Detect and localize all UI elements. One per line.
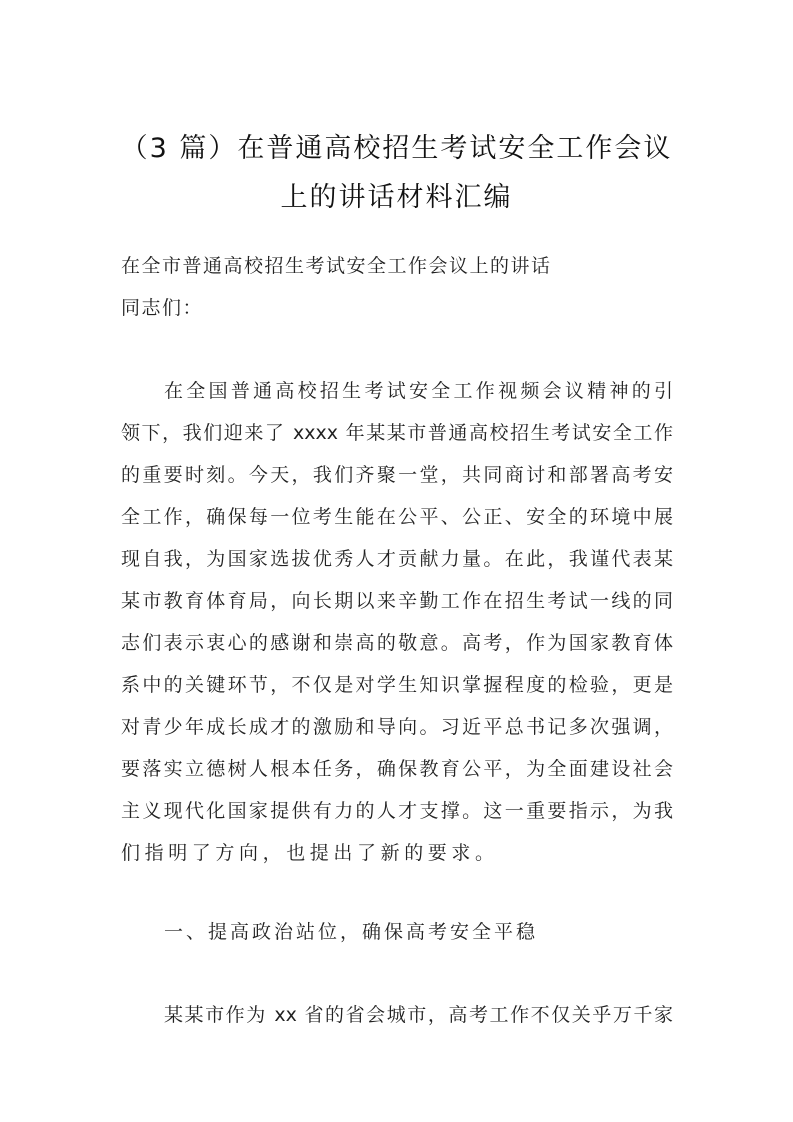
paragraph-line: 全工作，确保每一位考生能在公平、公正、安全的环境中展 bbox=[121, 506, 673, 528]
document-title-line-2: 上的讲话材料汇编 bbox=[280, 182, 513, 213]
document-title-line-1: （3 篇）在普通高校招生考试安全工作会议 bbox=[120, 133, 673, 164]
section-1-heading: 一、提高政治站位，确保高考安全平稳 bbox=[164, 921, 539, 943]
paragraph-line: 在全国普通高校招生考试安全工作视频会议精神的引 bbox=[164, 380, 673, 402]
speech-subtitle: 在全市普通高校招生考试安全工作会议上的讲话 bbox=[121, 255, 552, 277]
paragraph-line: 的重要时刻。今天，我们齐聚一堂，共同商讨和部署高考安 bbox=[121, 464, 673, 486]
paragraph-line: 现自我，为国家选拔优秀人才贡献力量。在此，我谨代表某 bbox=[121, 548, 673, 570]
paragraph-line: 要落实立德树人根本任务，确保教育公平，为全面建设社会 bbox=[121, 758, 673, 780]
paragraph-line: 对青少年成长成才的激励和导向。习近平总书记多次强调， bbox=[121, 716, 673, 738]
paragraph-line: 系中的关键环节，不仅是对学生知识掌握程度的检验，更是 bbox=[121, 674, 673, 696]
salutation: 同志们： bbox=[121, 297, 204, 319]
paragraph-line: 领下，我们迎来了 xxxx 年某某市普通高校招生考试安全工作 bbox=[121, 422, 673, 444]
paragraph-line: 志们表示衷心的感谢和崇高的敬意。高考，作为国家教育体 bbox=[121, 632, 673, 654]
paragraph-line: 主义现代化国家提供有力的人才支撑。这一重要指示，为我 bbox=[121, 800, 673, 822]
paragraph-line: 们指明了方向，也提出了新的要求。 bbox=[121, 842, 499, 864]
paragraph-line: 某市教育体育局，向长期以来辛勤工作在招生考试一线的同 bbox=[121, 590, 673, 612]
paragraph-line: 某某市作为 xx 省的省会城市，高考工作不仅关乎万千家 bbox=[164, 1004, 673, 1026]
